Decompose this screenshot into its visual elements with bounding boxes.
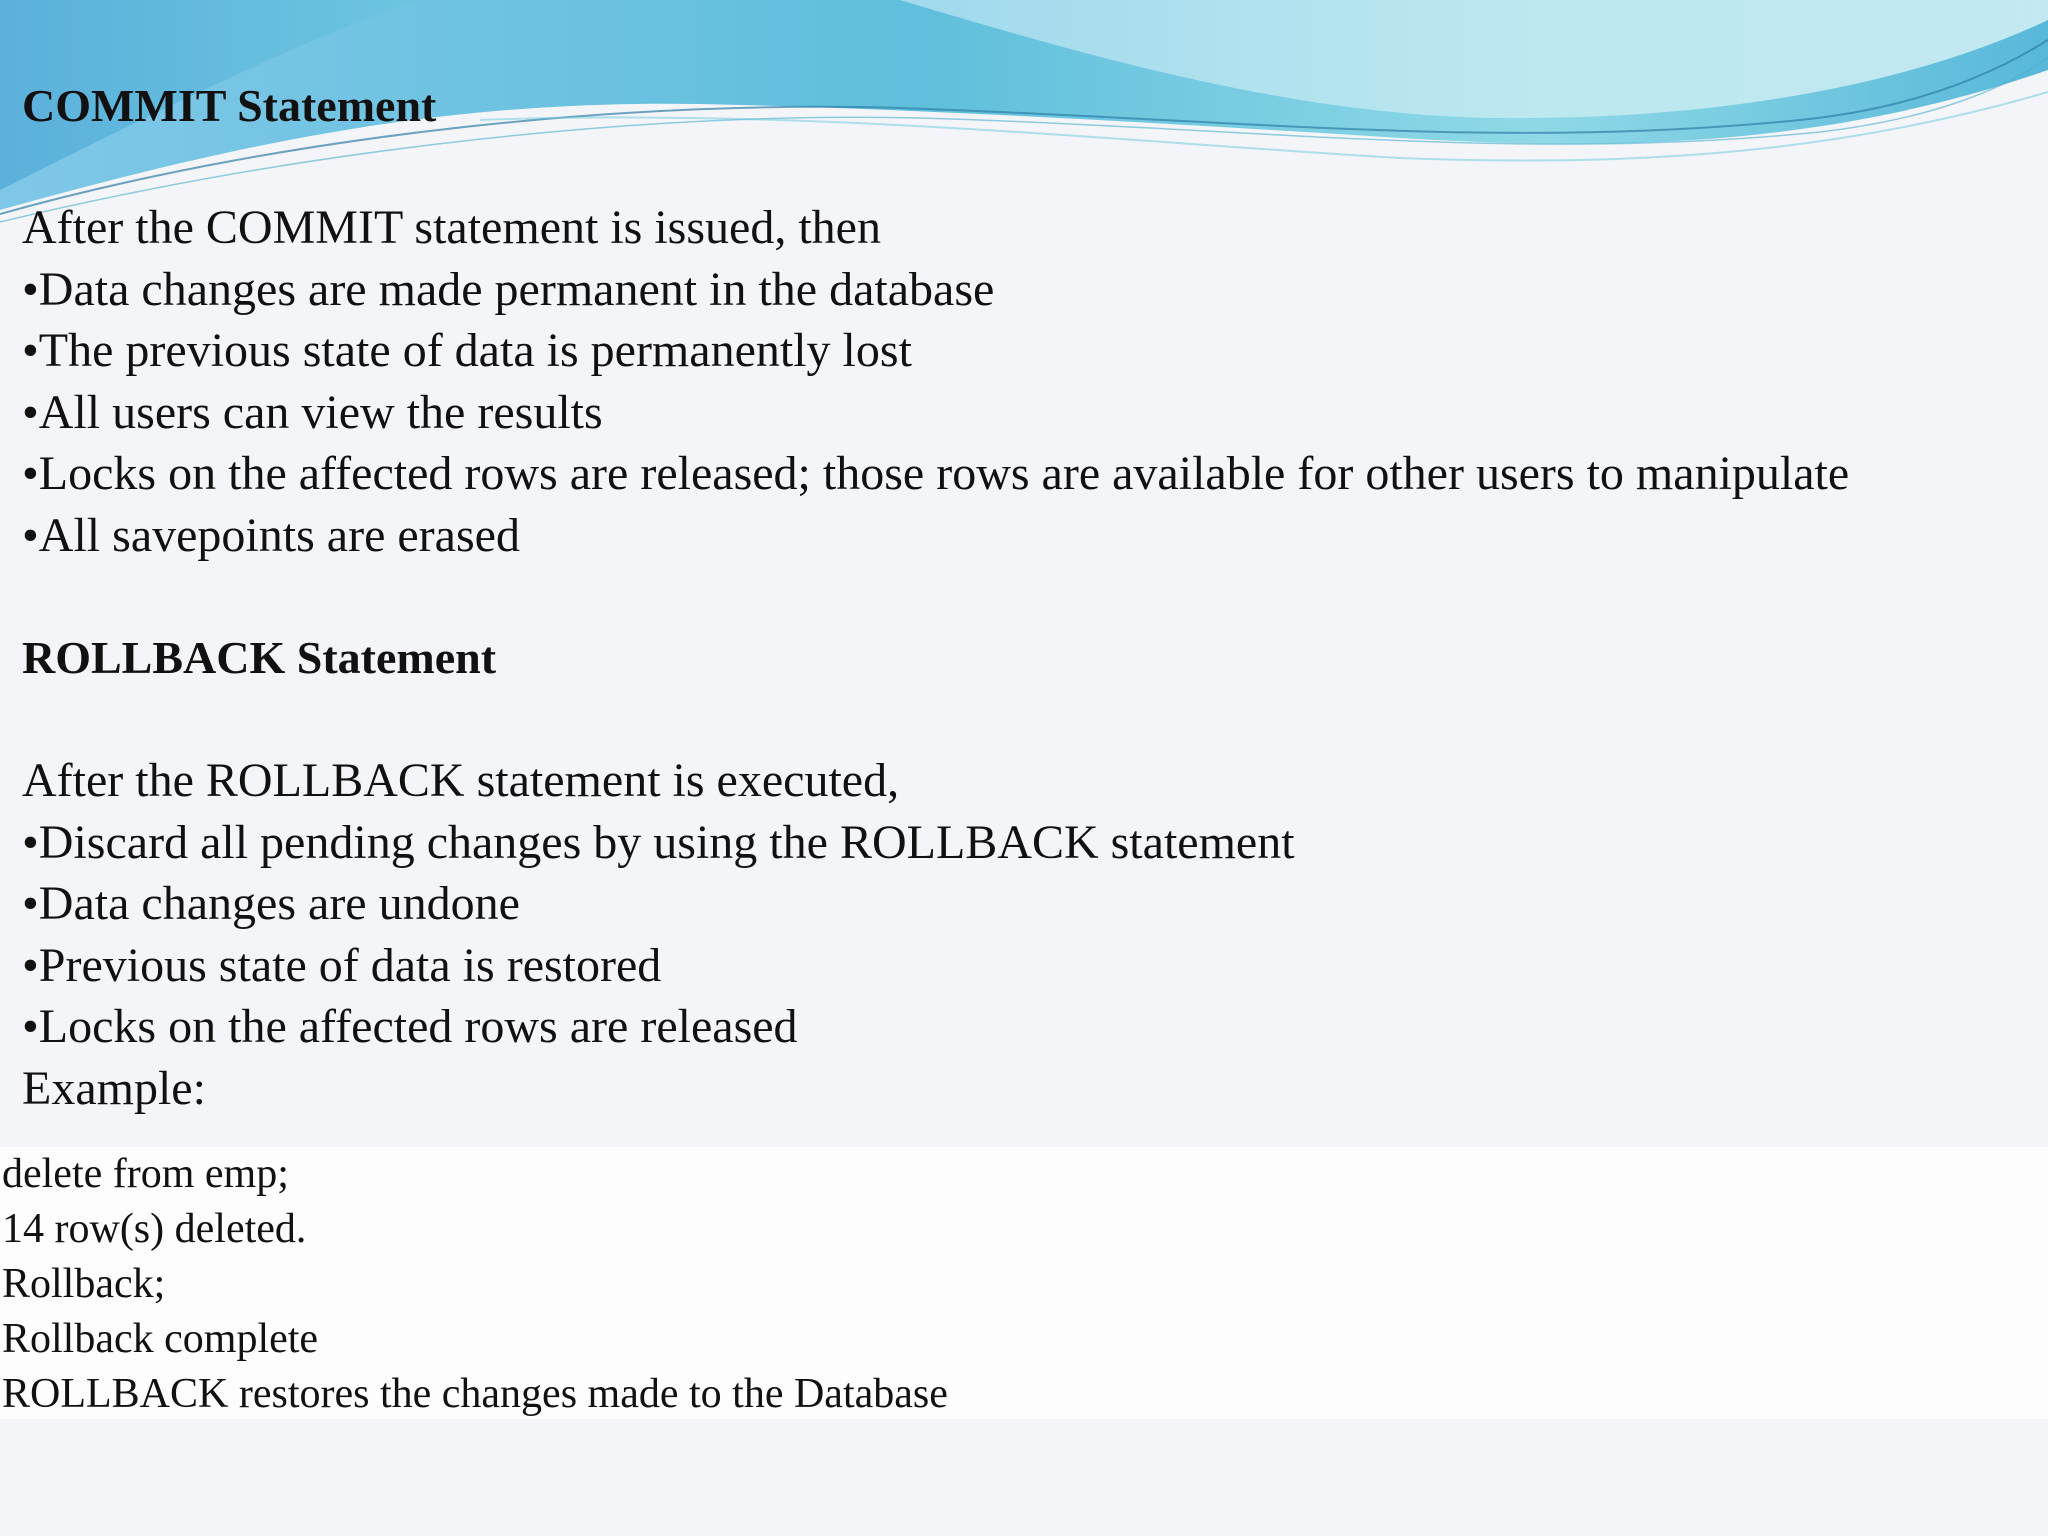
- rollback-bullet: •Previous state of data is restored: [22, 938, 662, 992]
- example-line: ROLLBACK restores the changes made to the Database: [2, 1371, 948, 1417]
- example-line: 14 row(s) deleted.: [2, 1206, 307, 1252]
- example-label: Example:: [22, 1061, 206, 1115]
- example-code-block: [0, 1147, 2048, 1419]
- commit-heading: COMMIT Statement: [22, 80, 437, 131]
- example-line: delete from emp;: [2, 1151, 289, 1197]
- commit-bullet: •The previous state of data is permanently lost: [22, 324, 912, 377]
- rollback-bullet: •Locks on the affected rows are released: [22, 1000, 798, 1053]
- rollback-heading: ROLLBACK Statement: [22, 632, 497, 683]
- rollback-bullet: •Data changes are undone: [22, 877, 520, 930]
- commit-bullet: •Locks on the affected rows are released; those rows are available for other users to manipulate: [22, 447, 1850, 500]
- example-line: Rollback;: [2, 1261, 166, 1307]
- rollback-bullet: •Discard all pending changes by using the ROLLBACK statement: [22, 815, 1295, 869]
- rollback-intro-line: After the ROLLBACK statement is executed,: [22, 754, 900, 807]
- rollback-paragraph: [22, 750, 1295, 1119]
- commit-bullet: •Data changes are made permanent in the database: [22, 262, 995, 316]
- commit-paragraph: [22, 197, 1849, 566]
- example-line: Rollback complete: [2, 1316, 319, 1362]
- commit-intro-line: After the COMMIT statement is issued, then: [22, 201, 881, 254]
- commit-bullet: •All users can view the results: [22, 385, 603, 439]
- commit-bullet: •All savepoints are erased: [22, 508, 520, 562]
